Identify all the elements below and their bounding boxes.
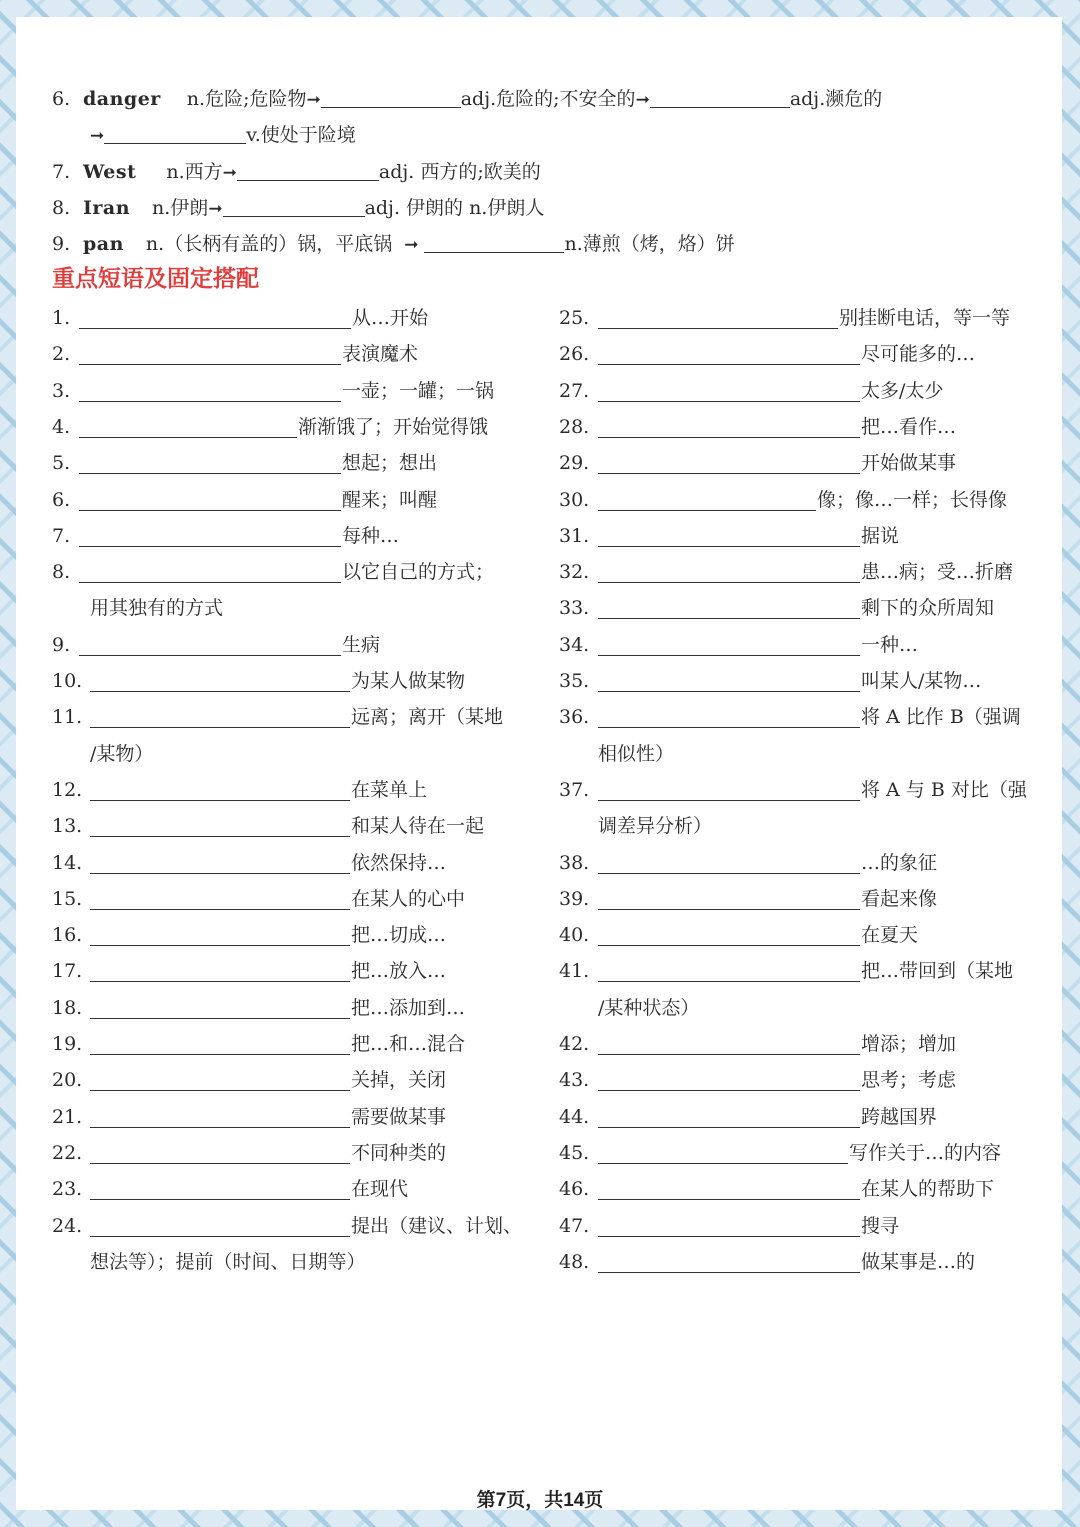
phrase-meaning: 思考；考虑 [861,1069,957,1092]
answer-blank[interactable] [598,1105,860,1128]
phrase-meaning: …的象征 [861,851,938,874]
answer-blank[interactable] [598,705,860,728]
phrase-number: 22. [52,1141,83,1164]
phrase-meaning: 像；像…一样；长得像 [817,488,1008,511]
fill-blank[interactable] [650,85,790,108]
phrase-number: 11. [52,706,83,729]
phrase-meaning: 增添；增加 [861,1033,957,1055]
phrase-meaning: 据说 [861,524,900,547]
phrase-number: 43. [559,1069,590,1092]
answer-blank[interactable] [598,306,838,329]
phrase-number: 21. [52,1105,83,1128]
phrase-number: 14. [52,851,83,874]
answer-blank[interactable] [79,451,341,474]
phrase-meaning: 把…切成… [351,924,447,947]
phrase-number: 45. [559,1141,590,1164]
answer-blank[interactable] [90,887,350,910]
phrase-meaning-continued: 相似性） [598,742,675,765]
answer-blank[interactable] [90,1141,350,1164]
phrase-number: 24. [52,1214,83,1237]
phrase-meaning: 一种… [861,633,919,656]
phrase-meaning: 提出（建议、计划、 [351,1214,523,1237]
phrase-number: 27. [559,379,590,402]
phrase-meaning: 渐渐饿了；开始觉得饿 [298,415,489,438]
answer-blank[interactable] [598,379,860,402]
phrase-meaning: 醒来；叫醒 [342,488,438,511]
vocab-line-danger [52,81,882,117]
phrase-meaning: 不同种类的 [351,1141,447,1164]
phrase-number: 28. [559,415,590,438]
answer-blank[interactable] [598,851,860,874]
phrase-meaning: 做某事是…的 [861,1250,976,1273]
section-title: 重点短语及固定搭配 [52,265,259,292]
phrase-meaning: 患…病；受…折磨 [861,561,1014,584]
answer-blank[interactable] [79,415,297,438]
phrase-number: 8. [52,561,71,584]
answer-blank[interactable] [79,633,341,656]
phrase-number: 17. [52,960,83,983]
arrow-icon: ➞ [306,90,321,110]
answer-blank[interactable] [79,524,341,547]
phrase-number: 25. [559,307,590,329]
answer-blank[interactable] [598,524,860,547]
phrase-meaning: 为某人做某物 [351,670,466,692]
phrase-number: 19. [52,1033,83,1055]
answer-blank[interactable] [90,705,350,728]
vocab-meaning: adj.濒危的 [789,88,883,110]
phrase-meaning: 关掉，关闭 [351,1069,447,1092]
fill-blank[interactable] [321,85,461,108]
phrase-number: 7. [52,524,71,547]
page-footer: 第7页，共14页 [476,1490,604,1511]
phrase-meaning: 叫某人/某物… [861,670,982,692]
arrow-icon: ➞ [208,199,223,219]
phrase-meaning: 看起来像 [861,887,938,910]
vocab-meaning: n.危险;危险物 [186,88,307,110]
answer-blank[interactable] [598,451,860,474]
phrase-meaning: 在某人的心中 [351,887,466,910]
answer-blank[interactable] [598,342,860,365]
phrase-number: 5. [52,452,71,475]
phrase-number: 1. [52,307,71,329]
phrase-number: 36. [559,706,590,729]
vocab-number: 6. [52,88,71,110]
answer-blank[interactable] [598,887,860,910]
fill-blank[interactable] [223,194,365,217]
phrase-meaning: 太多/太少 [861,379,944,402]
phrase-number: 9. [52,633,71,656]
answer-blank[interactable] [90,996,350,1019]
answer-blank[interactable] [598,669,860,692]
phrase-number: 16. [52,924,83,947]
answer-blank[interactable] [598,778,860,801]
phrase-meaning: 在某人的帮助下 [861,1178,995,1201]
phrase-number: 3. [52,379,71,402]
phrase-number: 13. [52,815,83,838]
vocab-meaning: n.薄煎（烤，烙）饼 [564,233,735,255]
answer-blank[interactable] [598,1177,860,1200]
phrase-meaning: 每种… [342,524,400,547]
answer-blank[interactable] [90,923,350,946]
answer-blank[interactable] [90,1032,350,1055]
arrow-icon: ➞ [90,126,105,146]
answer-blank[interactable] [598,923,860,946]
phrase-number: 31. [559,524,590,547]
vocab-meaning: n.伊朗 [152,197,209,219]
phrase-meaning: 远离；离开（某地 [351,706,504,729]
phrase-number: 4. [52,415,71,438]
phrase-meaning-continued: 用其独有的方式 [90,597,224,620]
phrase-number: 30. [559,488,590,511]
phrase-number: 18. [52,996,83,1019]
phrase-number: 46. [559,1178,590,1201]
fill-blank[interactable] [424,230,564,253]
vocab-word: pan [83,233,124,255]
answer-blank[interactable] [598,596,860,619]
phrase-meaning: 尽可能多的… [861,343,976,366]
phrase-number: 38. [559,851,590,874]
phrase-meaning: 表演魔术 [342,343,419,366]
phrase-meaning: 跨越国界 [861,1105,938,1128]
answer-blank[interactable] [598,1141,848,1164]
phrase-meaning: 生病 [342,633,381,656]
phrase-meaning: 把…放入… [351,960,447,983]
phrase-number: 29. [559,452,590,475]
phrase-meaning: 在现代 [351,1178,409,1201]
phrase-number: 42. [559,1033,590,1055]
vocab-meaning: n.西方 [166,161,223,183]
phrase-number: 47. [559,1214,590,1237]
phrase-meaning-continued: /某物） [90,742,154,765]
phrase-number: 6. [52,488,71,511]
answer-blank[interactable] [598,1214,860,1237]
phrase-number: 2. [52,343,71,366]
answer-blank[interactable] [90,814,350,837]
answer-blank[interactable] [90,669,350,692]
answer-blank[interactable] [598,1068,860,1091]
answer-blank[interactable] [79,306,351,329]
vocab-line-iran [52,190,544,226]
vocab-word: danger [83,88,161,110]
answer-blank[interactable] [90,1214,350,1237]
phrase-meaning-continued: 想法等）；提前（时间、日期等） [90,1250,366,1273]
vocab-meaning: n.（长柄有盖的）锅，平底锅 [145,233,393,255]
vocab-line-west [52,154,541,190]
phrase-number: 32. [559,561,590,584]
phrase-meaning: 需要做某事 [351,1105,447,1128]
phrase-number: 10. [52,670,83,692]
phrase-meaning: 搜寻 [861,1214,900,1237]
phrase-number: 35. [559,670,590,692]
vocab-word: Iran [83,197,131,219]
phrase-number: 26. [559,343,590,366]
answer-blank[interactable] [79,342,341,365]
phrase-meaning: 把…和…混合 [351,1033,466,1055]
phrase-meaning: 依然保持… [351,851,447,874]
phrase-meaning: 别挂断电话，等一等 [839,307,1011,329]
phrase-meaning: 剩下的众所周知 [861,597,995,620]
phrase-number: 39. [559,887,590,910]
answer-blank[interactable] [90,959,350,982]
phrase-meaning: 和某人待在一起 [351,815,485,838]
answer-blank[interactable] [79,379,341,402]
phrase-number: 12. [52,778,83,801]
phrase-meaning-continued: 调差异分析） [598,815,713,838]
answer-blank[interactable] [79,488,341,511]
answer-blank[interactable] [598,959,860,982]
arrow-icon: ➞ [635,90,650,110]
phrase-number: 23. [52,1178,83,1201]
answer-blank[interactable] [598,1032,860,1055]
phrase-meaning: 把…看作… [861,415,957,438]
phrase-meaning: 在夏天 [861,924,919,947]
phrase-meaning: 从…开始 [352,307,429,329]
phrase-meaning: 将 A 与 B 对比（强 [861,778,1027,801]
answer-blank[interactable] [598,415,860,438]
phrase-number: 34. [559,633,590,656]
vocab-meaning: adj. 伊朗的 n.伊朗人 [364,197,545,219]
vocab-meaning: v.使处于险境 [246,124,356,146]
arrow-icon: ➞ [222,163,237,183]
phrase-meaning: 开始做某事 [861,452,957,475]
answer-blank[interactable] [90,851,350,874]
vocab-line-danger-cont [90,117,356,153]
vocab-number: 7. [52,161,71,183]
phrase-number: 15. [52,887,83,910]
vocab-meaning: adj.危险的;不安全的 [460,88,636,110]
vocab-number: 9. [52,233,71,255]
arrow-icon: ➞ [404,235,419,255]
vocab-line-pan [52,226,735,262]
answer-blank[interactable] [90,1068,350,1091]
phrase-number: 44. [559,1105,590,1128]
phrase-number: 48. [559,1250,590,1273]
phrase-meaning: 以它自己的方式； [342,561,495,584]
answer-blank[interactable] [90,1105,350,1128]
answer-blank[interactable] [598,560,860,583]
vocab-meaning: adj. 西方的;欧美的 [378,161,541,183]
phrase-number: 20. [52,1069,83,1092]
phrase-meaning: 一壶；一罐；一锅 [342,379,495,402]
vocab-word: West [83,161,137,183]
fill-blank[interactable] [104,121,246,144]
phrase-meaning: 将 A 比作 B（强调 [861,706,1021,729]
phrase-meaning: 在菜单上 [351,778,428,801]
answer-blank[interactable] [598,633,860,656]
answer-blank[interactable] [598,488,816,511]
phrase-meaning: 想起；想出 [342,452,438,475]
answer-blank[interactable] [90,778,350,801]
phrase-meaning: 把…添加到… [351,996,466,1019]
phrase-meaning: 写作关于…的内容 [849,1141,1002,1164]
answer-blank[interactable] [90,1177,350,1200]
answer-blank[interactable] [598,1250,860,1273]
phrase-number: 33. [559,597,590,620]
phrase-number: 37. [559,778,590,801]
fill-blank[interactable] [237,158,379,181]
phrase-meaning: 把…带回到（某地 [861,960,1014,983]
answer-blank[interactable] [79,560,341,583]
phrase-number: 40. [559,924,590,947]
phrase-number: 41. [559,960,590,983]
vocab-number: 8. [52,197,71,219]
phrase-meaning-continued: /某种状态） [598,996,700,1019]
